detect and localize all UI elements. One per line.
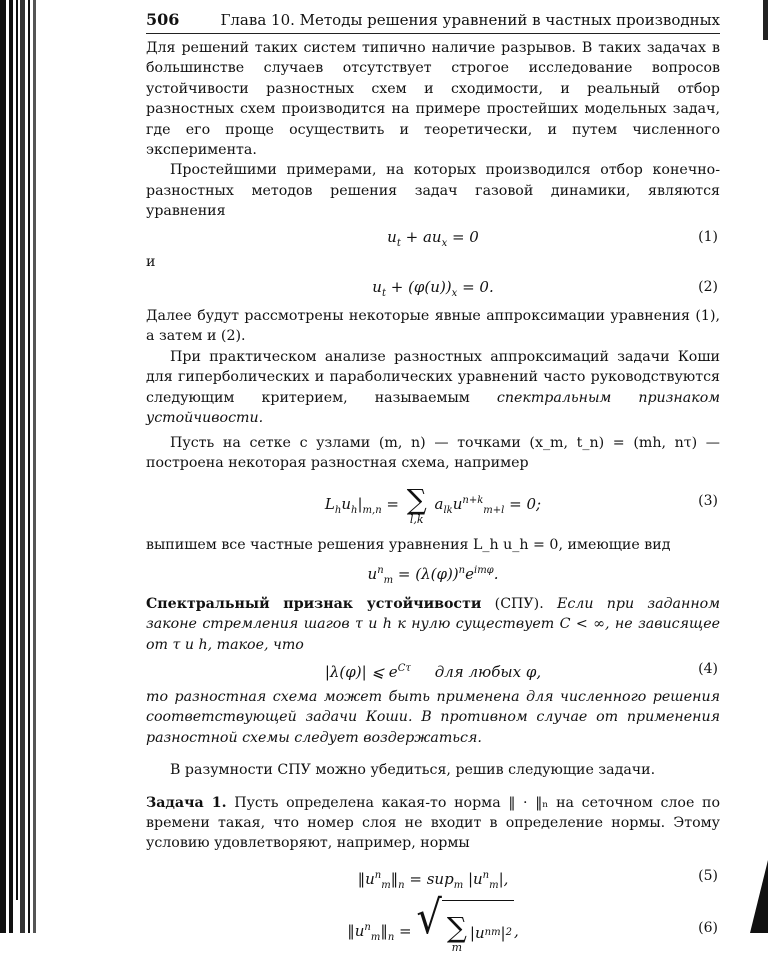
equation-5-number: (5) [698,867,718,884]
equation-4-number: (4) [698,660,718,677]
equation-3: $L_hu_h|_{m,n}$ = ∑ l,k $a_{lk}u^{n+k}_{m+l} = 0$; (3) [146,473,720,529]
equation-4-condition: для любых φ, [434,662,542,681]
spu-abbreviation: (СПУ). [481,595,544,612]
task-1-label: Задача 1. [146,794,227,811]
paragraph-tasks-intro: В разумности СПУ можно убедиться, решив следующие задачи. [170,762,656,779]
scan-edge-left [0,0,40,933]
equation-4: |λ(φ)| ⩽ $e^{C\tau}$ для любых φ, (4) [146,655,720,683]
criterion-text: При практическом анализе разностных аппроксимаций задачи Коши для гиперболических и параболических уравнений часто руководствуются следующим критерием, называемым [146,348,720,406]
running-header [146,10,720,34]
equation-6-number: (6) [698,919,718,936]
equation-solution-form: $u^n_m = (\lambda(\varphi))^ne^{im\varphi}$. [367,564,499,586]
paragraph-task-1 [146,793,720,854]
equation-2-number: (2) [698,279,718,296]
paragraph-criterion [146,347,720,429]
page-number: 506 [146,10,180,29]
paragraph-intro: Для решений таких систем типично наличие разрывов. В таких задачах в большинстве случаев отсутствует строгое исследование вопросов устойчивости разностных схем и сходимости, и реальный отбор разностных схем производится на примере простейших модельных задач, где его проще осуществить и теоретически, и путем численного эксперимента. [146,40,720,159]
chapter-title: Глава 10. Методы решения уравнений в частных производных [220,11,720,29]
equation-1: $u_t + au_x = 0$ (1) [146,222,720,252]
paragraph-spu [146,594,720,655]
spu-statement: Если при заданном законе стремления шагов τ и h к нулю существует C < ∞, не зависящее от τ и h, такое, что [146,595,720,653]
equation-6: $‖u^n_m‖_n$ = √ ∑ m |u n m | 2 , (6) [146,898,720,958]
spu-title: Спектральный признак устойчивости [146,595,482,612]
paragraph-grid: Пусть на сетке с узлами (m, n) — точками (x_m, t_n) = (mh, nτ) — построена некоторая разностная схема, например [146,434,720,471]
scan-edge-right [750,0,768,933]
book-page [146,10,720,958]
paragraph-spu-conclusion: то разностная схема может быть применена для численного решения соответствующей задачи Коши. В противном случае от применения разностной схемы следует воздержаться. [146,688,720,746]
paragraph-approximations: Далее будут рассмотрены некоторые явные аппроксимации уравнения (1), а затем и (2). [146,308,720,345]
conjunction-and: и [146,253,156,270]
criterion-term: спектральным признаком устойчивости. [146,389,720,427]
paragraph-examples: Простейшими примерами, на которых производился отбор конечно-разностных методов решения задач газовой динамики, являются уравнения [146,162,720,220]
task-1-text: Пусть определена какая-то норма ‖ · ‖ₙ на сеточном слое по времени такая, что номер слоя не входит в определение нормы. Этому условию удовлетворяют, например, нормы [146,794,720,852]
paragraph-solutions: выпишем все частные решения уравнения L_h u_h = 0, имеющие вид [146,537,671,554]
equation-5: $‖u^n_m‖_n = sup_m$ $|u^n_m|$, (5) [146,854,720,898]
equation-3-number: (3) [698,493,718,510]
equation-1-number: (1) [698,228,718,245]
equation-2: $u_t + (\varphi(u))_x = 0$. (2) [146,272,720,302]
